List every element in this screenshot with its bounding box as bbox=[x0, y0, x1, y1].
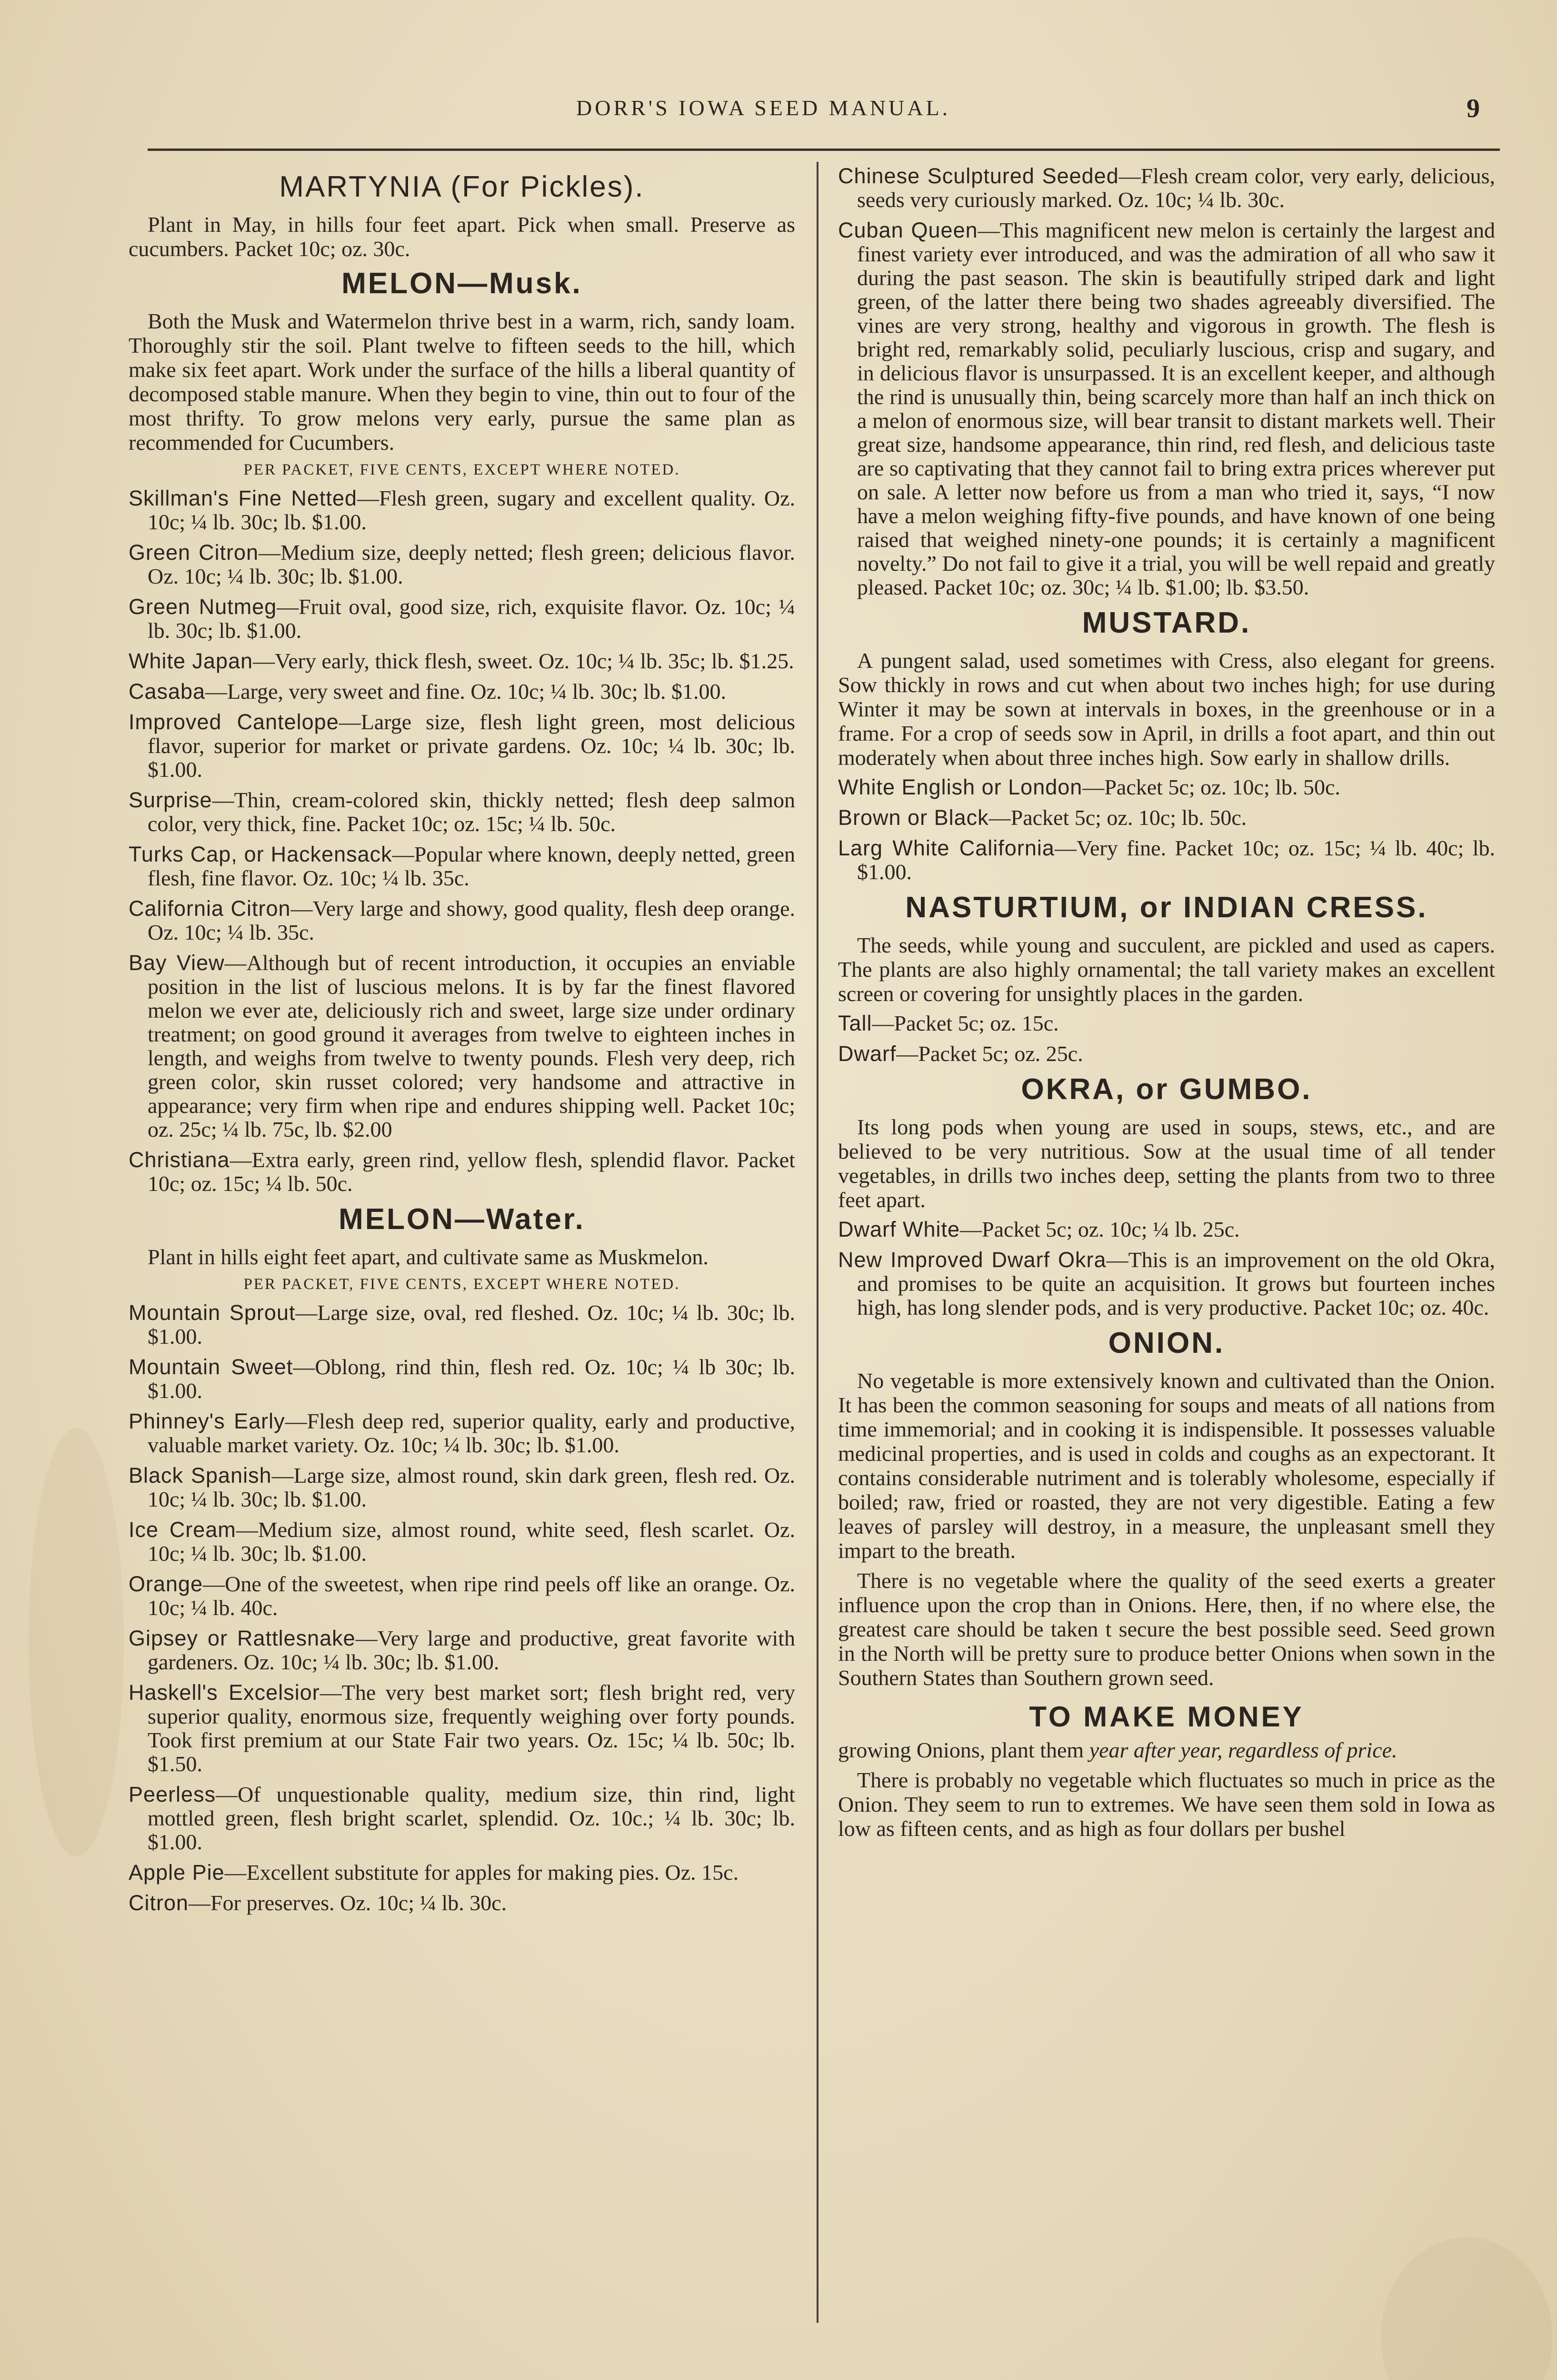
variety-description: Oblong, rind thin, flesh red. Oz. 10c; ¼ lb 30c; lb. $1.00. bbox=[148, 1355, 795, 1403]
variety-entry bbox=[129, 1464, 795, 1511]
variety-name: Christiana bbox=[129, 1148, 230, 1172]
make-money-intro bbox=[838, 1738, 1495, 1762]
variety-name: Green Citron bbox=[129, 540, 259, 565]
variety-description: Large, very sweet and fine. Oz. 10c; ¼ lb. 30c; lb. $1.00. bbox=[227, 679, 727, 704]
page-number: 9 bbox=[1467, 94, 1480, 123]
variety-entry bbox=[129, 1518, 795, 1566]
variety-entry bbox=[838, 218, 1495, 599]
column-divider bbox=[817, 162, 818, 2323]
variety-description: For preserves. Oz. 10c; ¼ lb. 30c. bbox=[210, 1891, 507, 1915]
variety-name: Skillman's Fine Netted bbox=[129, 486, 357, 510]
variety-description: Flesh deep red, superior quality, early and productive, valuable market variety. Oz. 10c; ¼ lb. 30c; lb. $1.00. bbox=[148, 1409, 795, 1457]
make-money-text: There is probably no vegetable which fluctuates so much in price as the Onion. They seem to run to extremes. We have seen them sold in Iowa as low as fifteen cents, and as high as four dollars per bushel bbox=[838, 1768, 1495, 1841]
variety-entry bbox=[129, 951, 795, 1141]
dash-separator: — bbox=[216, 1782, 238, 1806]
variety-entry bbox=[838, 1042, 1495, 1066]
dash-separator: — bbox=[1118, 164, 1141, 188]
variety-entry bbox=[838, 1012, 1495, 1035]
make-money-intro-text: growing Onions, plant them bbox=[838, 1738, 1084, 1762]
dash-separator: — bbox=[978, 218, 1000, 242]
variety-name: Peerless bbox=[129, 1782, 216, 1806]
onion-text-1: No vegetable is more extensively known and cultivated than the Onion. It has been the common seasoning for soups and meats of all nations from time immemorial; and in cooking it is indispensible. It possesses valuable medicinal properties, and is used in colds and coughs as an expectorant. It contains considerable nutriment and is tolerably wholesome, especially if boiled; raw, fried or roasted, they are not very digestible. Eating a few leaves of parsley will destroy, in a measure, the unpleasant smell they impart to the breath. bbox=[838, 1368, 1495, 1563]
variety-description: Thin, cream-colored skin, thickly netted; flesh deep salmon color, very thick, fine. Packet 10c; oz. 15c; ¼ lb. 50c. bbox=[148, 788, 795, 836]
dash-separator: — bbox=[253, 649, 275, 673]
okra-text: Its long pods when young are used in soups, stews, etc., and are believed to be very nutritious. Sow at the usual time of all tender vegetables, in drills two inches deep, setting the plants from two to three feet apart. bbox=[838, 1115, 1495, 1212]
dash-separator: — bbox=[355, 1626, 378, 1650]
variety-name: White English or London bbox=[838, 775, 1083, 799]
variety-entry bbox=[129, 897, 795, 944]
dash-separator: — bbox=[392, 842, 414, 866]
nasturtium-entries bbox=[838, 1012, 1495, 1066]
variety-description: Packet 5c; oz. 10c; lb. 50c. bbox=[1104, 775, 1340, 799]
dash-separator: — bbox=[224, 951, 247, 975]
paper-stain bbox=[29, 1428, 124, 1856]
water-price-note: PER PACKET, FIVE CENTS, EXCEPT WHERE NOTED. bbox=[243, 1276, 680, 1293]
musk-entries bbox=[129, 486, 795, 1196]
variety-description: Packet 5c; oz. 25c. bbox=[918, 1041, 1083, 1066]
variety-description: Very large and showy, good quality, flesh deep orange. Oz. 10c; ¼ lb. 35c. bbox=[148, 896, 796, 944]
musk-melon-text: Both the Musk and Watermelon thrive best in a warm, rich, sandy loam. Thoroughly stir the soil. Plant twelve to fifteen seeds to the hill, which make six feet apart. Work under the surface of the hills a liberal quantity of decomposed stable manure. When they begin to vine, thin out to four of the most thrifty. To grow melons very early, pursue the same plan as recommended for Cucumbers. bbox=[129, 309, 795, 455]
variety-entry bbox=[838, 1218, 1495, 1241]
variety-name: Larg White California bbox=[838, 836, 1055, 860]
variety-name: Bay View bbox=[129, 951, 225, 975]
martynia-text: Plant in May, in hills four feet apart. Pick when small. Preserve as cucumbers. Packet 10c; oz. 30c. bbox=[129, 212, 795, 261]
variety-name: Improved Cantelope bbox=[129, 710, 339, 734]
variety-description: Very fine. Packet 10c; oz. 15c; ¼ lb. 40c; lb. $1.00. bbox=[857, 836, 1495, 884]
variety-name: Mountain Sweet bbox=[129, 1355, 293, 1379]
variety-entry bbox=[838, 775, 1495, 799]
variety-description: The very best market sort; flesh bright red, very superior quality, enormous size, frequently weighing over forty pounds. Took first premium at our State Fair two years. Oz. 15c; ¼ lb. 50c; lb. $1.50. bbox=[148, 1680, 795, 1776]
variety-description: Medium size, almost round, white seed, flesh scarlet. Oz. 10c; ¼ lb. 30c; lb. $1.00. bbox=[148, 1517, 795, 1566]
variety-name: Haskell's Excelsior bbox=[129, 1680, 320, 1705]
dash-separator: — bbox=[1106, 1248, 1128, 1272]
variety-description: This magnificent new melon is certainly the largest and finest variety ever introduced, and was the admiration of all who saw it during the past season. The skin is beautifully striped dark and light green, of the latter there being two shades agreeably diversified. The vines are very strong, healthy and vigorous in growth. The flesh is bright red, remarkably solid, peculiarly luscious, crisp and sugary, and in delicious flavor is unsurpassed. It is an excellent keeper, and although the rind is unusually thin, being scarcely more than half an inch thick on a melon of enormous size, will bear transit to distant markets well. Their great size, handsome appearance, thin rind, red flesh, and delicious taste are so captivating that they cannot fail to bring extra prices wherever put on sale. A letter now before us from a man who tried it, says, “I now have a melon weighing fifty-five pounds, and have known of one being raised that weighed ninety-one pounds; it is certainly a magnificent novelty.” Do not fail to give it a trial, you will be well repaid and greatly pleased. Packet 10c; oz. 30c; ¼ lb. $1.00; lb. $3.50. bbox=[857, 218, 1496, 599]
variety-description: Of unquestionable quality, medium size, thin rind, light mottled green, flesh bright scarlet, splendid. Oz. 10c.; ¼ lb. 30c; lb. $1.00. bbox=[148, 1782, 795, 1854]
nasturtium-heading: NASTURTIUM, or INDIAN CRESS. bbox=[905, 891, 1428, 924]
variety-description: Extra early, green rind, yellow flesh, splendid flavor. Packet 10c; oz. 15c; ¼ lb. 50c. bbox=[148, 1148, 795, 1196]
dash-separator: — bbox=[230, 1148, 252, 1172]
dash-separator: — bbox=[224, 1860, 247, 1884]
dash-separator: — bbox=[285, 1409, 307, 1433]
variety-entry bbox=[129, 1148, 795, 1196]
page-header bbox=[0, 95, 1557, 129]
variety-description: Excellent substitute for apples for making pies. Oz. 15c. bbox=[246, 1860, 739, 1884]
dash-separator: — bbox=[259, 540, 281, 565]
variety-name: California Citron bbox=[129, 896, 291, 921]
variety-description: One of the sweetest, when ripe rind peels off like an orange. Oz. 10c; ¼ lb. 40c. bbox=[148, 1572, 795, 1620]
variety-entry bbox=[129, 788, 795, 836]
running-title: DORR'S IOWA SEED MANUAL. bbox=[576, 96, 951, 120]
water-melon-heading: MELON—Water. bbox=[339, 1203, 585, 1236]
variety-description: Large size, oval, red fleshed. Oz. 10c; ¼ lb. 30c; lb. $1.00. bbox=[148, 1300, 795, 1349]
variety-entry bbox=[129, 843, 795, 890]
variety-entry bbox=[129, 1681, 795, 1776]
variety-name: Orange bbox=[129, 1572, 203, 1596]
mustard-entries bbox=[838, 775, 1495, 884]
variety-description: Flesh green, sugary and excellent quality. Oz. 10c; ¼ lb. 30c; lb. $1.00. bbox=[148, 486, 795, 534]
variety-entry bbox=[129, 1861, 795, 1884]
variety-name: Phinney's Early bbox=[129, 1409, 285, 1433]
water-melon-text: Plant in hills eight feet apart, and cultivate same as Muskmelon. bbox=[148, 1245, 709, 1269]
variety-name: Cuban Queen bbox=[838, 218, 978, 242]
variety-description: Very early, thick flesh, sweet. Oz. 10c; ¼ lb. 35c; lb. $1.25. bbox=[275, 649, 794, 673]
musk-melon-heading: MELON—Musk. bbox=[341, 267, 582, 300]
variety-name: Mountain Sprout bbox=[129, 1300, 296, 1325]
variety-name: Tall bbox=[838, 1011, 872, 1035]
variety-description: Popular where known, deeply netted, green flesh, fine flavor. Oz. 10c; ¼ lb. 35c. bbox=[148, 842, 795, 890]
dash-separator: — bbox=[271, 1463, 294, 1488]
variety-description: Packet 5c; oz. 10c; ¼ lb. 25c. bbox=[982, 1217, 1240, 1241]
variety-entry bbox=[838, 806, 1495, 830]
paper-stain bbox=[1381, 2237, 1552, 2380]
variety-description: Large size, almost round, skin dark green, flesh red. Oz. 10c; ¼ lb. 30c; lb. $1.00. bbox=[148, 1463, 795, 1511]
dash-separator: — bbox=[290, 896, 313, 921]
variety-description: Packet 5c; oz. 10c; lb. 50c. bbox=[1010, 805, 1247, 830]
dash-separator: — bbox=[203, 1572, 225, 1596]
variety-entry bbox=[129, 710, 795, 782]
dash-separator: — bbox=[212, 788, 234, 812]
dash-separator: — bbox=[960, 1217, 982, 1241]
dash-separator: — bbox=[339, 710, 361, 734]
variety-entry bbox=[838, 836, 1495, 884]
variety-entry bbox=[129, 595, 795, 643]
water-entries bbox=[129, 1301, 795, 1915]
variety-description: Flesh cream color, very early, delicious, seeds very curiously marked. Oz. 10c; ¼ lb. 30c. bbox=[857, 164, 1495, 212]
mustard-text: A pungent salad, used sometimes with Cress, also elegant for greens. Sow thickly in rows and cut when about two inches high; for use during Winter it may be sown at intervals in boxes, in the greenhouse or in a frame. For a crop of seeds sow in April, in drills a foot apart, and thin out moderately when about three inches high. Sow early in shallow drills. bbox=[838, 648, 1495, 770]
variety-name: Casaba bbox=[129, 679, 206, 704]
melon-entries-continued bbox=[838, 164, 1495, 599]
variety-name: Black Spanish bbox=[129, 1463, 272, 1488]
variety-entry bbox=[129, 649, 795, 673]
variety-description: Fruit oval, good size, rich, exquisite flavor. Oz. 10c; ¼ lb. 30c; lb. $1.00. bbox=[148, 595, 796, 643]
dash-separator: — bbox=[1082, 775, 1105, 799]
dash-separator: — bbox=[319, 1680, 342, 1705]
dash-separator: — bbox=[295, 1300, 318, 1325]
variety-name: Chinese Sculptured Seeded bbox=[838, 164, 1119, 188]
dash-separator: — bbox=[357, 486, 379, 510]
okra-entries bbox=[838, 1218, 1495, 1319]
dash-separator: — bbox=[189, 1891, 211, 1915]
variety-entry bbox=[129, 486, 795, 534]
header-rule bbox=[148, 149, 1500, 151]
variety-name: White Japan bbox=[129, 649, 253, 673]
right-column bbox=[838, 164, 1495, 1846]
make-money-heading: TO MAKE MONEY bbox=[1029, 1701, 1304, 1733]
variety-description: Although but of recent introduction, it occupies an enviable position in the list of luscious melons. It is by far the finest flavored melon we ever ate, deliciously rich and sweet, large size under ordinary treatment; on good ground it averages from twelve to eighteen inches in length, and weighs from twelve to twenty pounds. Flesh very deep, rich green color, skin russet colored; very handsome and attractive in appearance; very firm when ripe and endures shipping well. Packet 10c; oz. 25c; ¼ lb. 75c, lb. $2.00 bbox=[148, 951, 795, 1141]
variety-description: Medium size, deeply netted; flesh green; delicious flavor. Oz. 10c; ¼ lb. 30c; lb. $1.00. bbox=[148, 540, 796, 588]
variety-name: Ice Cream bbox=[129, 1517, 236, 1542]
musk-price-note: PER PACKET, FIVE CENTS, EXCEPT WHERE NOTED. bbox=[243, 461, 680, 478]
dash-separator: — bbox=[1054, 836, 1077, 860]
variety-name: Green Nutmeg bbox=[129, 595, 277, 619]
dash-separator: — bbox=[896, 1041, 918, 1066]
nasturtium-text: The seeds, while young and succulent, are pickled and used as capers. The plants are also highly ornamental; the tall variety makes an excellent screen or covering for unsightly places in the garden. bbox=[838, 933, 1495, 1006]
variety-entry bbox=[838, 164, 1495, 212]
variety-entry bbox=[129, 1783, 795, 1854]
variety-description: Very large and productive, great favorite with gardeners. Oz. 10c; ¼ lb. 30c; lb. $1.00. bbox=[148, 1626, 795, 1674]
dash-separator: — bbox=[988, 805, 1011, 830]
dash-separator: — bbox=[872, 1011, 894, 1035]
variety-name: New Improved Dwarf Okra bbox=[838, 1248, 1107, 1272]
variety-name: Surprise bbox=[129, 788, 212, 812]
martynia-heading: MARTYNIA (For Pickles). bbox=[279, 170, 645, 203]
left-column bbox=[129, 164, 795, 1922]
variety-name: Apple Pie bbox=[129, 1860, 225, 1884]
variety-entry bbox=[129, 1572, 795, 1620]
variety-name: Dwarf White bbox=[838, 1217, 960, 1241]
okra-heading: OKRA, or GUMBO. bbox=[1021, 1073, 1312, 1106]
variety-name: Dwarf bbox=[838, 1041, 897, 1066]
variety-name: Gipsey or Rattlesnake bbox=[129, 1626, 356, 1650]
onion-heading: ONION. bbox=[1108, 1327, 1225, 1359]
mustard-heading: MUSTARD. bbox=[1082, 606, 1251, 639]
variety-description: Packet 5c; oz. 15c. bbox=[894, 1011, 1059, 1035]
variety-entry bbox=[129, 1301, 795, 1349]
dash-separator: — bbox=[277, 595, 299, 619]
variety-description: Large size, flesh light green, most delicious flavor, superior for market or private gardens. Oz. 10c; ¼ lb. 30c; lb. $1.00. bbox=[148, 710, 795, 782]
variety-entry bbox=[129, 1626, 795, 1674]
variety-entry bbox=[129, 541, 795, 588]
variety-entry bbox=[129, 1409, 795, 1457]
variety-name: Turks Cap, or Hackensack bbox=[129, 842, 392, 866]
dash-separator: — bbox=[205, 679, 228, 704]
variety-name: Citron bbox=[129, 1891, 189, 1915]
variety-name: Brown or Black bbox=[838, 805, 989, 830]
variety-entry bbox=[838, 1248, 1495, 1319]
dash-separator: — bbox=[293, 1355, 315, 1379]
variety-entry bbox=[129, 1355, 795, 1403]
make-money-italic: year after year, regardless of price. bbox=[1089, 1738, 1397, 1762]
onion-text-2: There is no vegetable where the quality of the seed exerts a greater influence upon the crop than in Onions. Here, then, if no where else, the greatest care should be taken t secure the best possible seed. Seed grown in the North will be pretty sure to produce better Onions when sown in the Southern States than Southern grown seed. bbox=[838, 1568, 1495, 1690]
variety-entry bbox=[129, 1891, 795, 1915]
variety-description: This is an improvement on the old Okra, and promises to be quite an acquisition. It grows but fourteen inches high, has long slender pods, and is very productive. Packet 10c; oz. 40c. bbox=[857, 1248, 1495, 1319]
dash-separator: — bbox=[236, 1517, 258, 1542]
variety-entry bbox=[129, 680, 795, 704]
